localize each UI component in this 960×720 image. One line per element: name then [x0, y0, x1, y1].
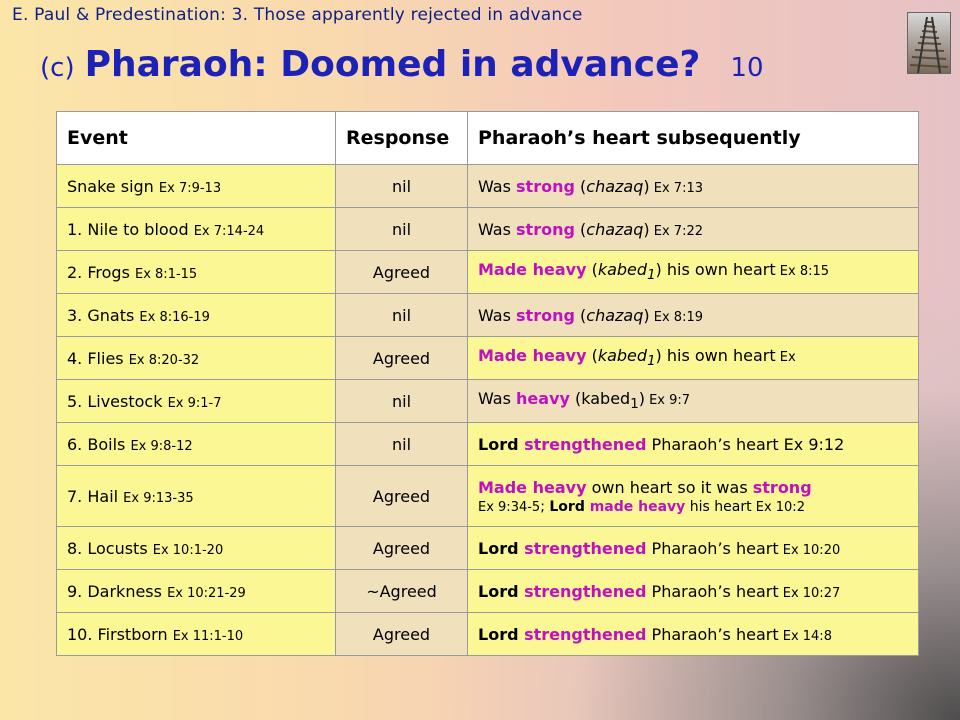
header-heart: Pharaoh’s heart subsequently	[468, 112, 919, 165]
heart-highlight: heavy	[516, 389, 570, 409]
heart-text: Was	[478, 305, 517, 325]
heart-lord: Lord	[549, 498, 590, 515]
heart-cell	[468, 208, 919, 251]
heart-text-2: his heart	[685, 498, 752, 515]
breadcrumb: E. Paul & Predestination: 3. Those apparently rejected in advance	[12, 5, 583, 25]
table-row	[57, 466, 919, 527]
paren-open: (	[569, 389, 582, 409]
heart-text: his own heart	[661, 260, 776, 280]
event-ref: Ex 7:14-24	[193, 223, 265, 239]
event-cell	[57, 423, 336, 466]
heart-highlight: Made heavy	[478, 477, 587, 497]
table-row	[57, 208, 919, 251]
response-cell: nil	[336, 380, 468, 423]
event-name: Snake sign	[67, 176, 154, 196]
heart-text: Was	[478, 219, 517, 239]
subscript: 1	[630, 397, 639, 413]
heart-cell	[468, 294, 919, 337]
paren-close: )	[643, 176, 650, 196]
response-cell: Agreed	[336, 527, 468, 570]
heart-text: Was	[478, 176, 517, 196]
response-cell: Agreed	[336, 613, 468, 656]
response-cell: Agreed	[336, 337, 468, 380]
heart-text: Pharaoh’s heart	[646, 581, 779, 601]
table-row	[57, 527, 919, 570]
heart-highlight-2: strong	[752, 477, 812, 497]
subscript: 1	[647, 354, 656, 370]
heart-ref: Ex 9:7	[644, 393, 691, 409]
hebrew-word: chazaq	[586, 219, 644, 239]
hebrew-word: kabed	[597, 346, 648, 366]
heart-ref-2: Ex 10:2	[751, 499, 805, 515]
heart-cell	[468, 380, 919, 423]
heart-lord: Lord	[478, 581, 525, 601]
table-row	[57, 380, 919, 423]
event-cell	[57, 527, 336, 570]
heart-cell	[468, 466, 919, 527]
heart-ref: Ex	[775, 350, 796, 366]
heart-highlight: strengthened	[524, 624, 647, 644]
separator: ;	[540, 498, 550, 515]
table-header-row	[57, 112, 919, 165]
event-cell	[57, 570, 336, 613]
plagues-table	[56, 111, 919, 656]
heart-ref: Ex 10:20	[778, 542, 841, 558]
heart-ref: Ex 7:22	[649, 223, 703, 239]
heart-highlight-3: made heavy	[589, 498, 686, 515]
heart-cell	[468, 423, 919, 466]
event-cell	[57, 613, 336, 656]
table-row	[57, 423, 919, 466]
heart-highlight: strengthened	[524, 581, 647, 601]
response-cell: nil	[336, 165, 468, 208]
heart-second-line	[478, 499, 908, 515]
event-cell	[57, 294, 336, 337]
hebrew-word: chazaq	[586, 176, 644, 196]
subscript: 1	[647, 268, 656, 284]
heart-text: his own heart	[661, 346, 776, 366]
table-row	[57, 337, 919, 380]
event-cell	[57, 208, 336, 251]
heart-ref: Ex 9:12	[778, 434, 845, 454]
event-cell	[57, 251, 336, 294]
heart-ref: Ex 10:27	[778, 585, 841, 601]
paren-open: (	[574, 219, 587, 239]
heart-text: Pharaoh’s heart	[646, 434, 779, 454]
heart-text: Pharaoh’s heart	[646, 624, 779, 644]
heart-highlight: Made heavy	[478, 260, 587, 280]
heart-highlight: strengthened	[524, 434, 647, 454]
event-name: 5. Livestock	[67, 391, 163, 411]
hebrew-word: kabed	[597, 260, 648, 280]
event-name: 10. Firstborn	[67, 624, 168, 644]
header-event: Event	[57, 112, 336, 165]
event-ref: Ex 9:1-7	[167, 395, 222, 411]
paren-close: )	[643, 219, 650, 239]
heart-cell	[468, 251, 919, 294]
heart-highlight: strengthened	[524, 538, 647, 558]
response-cell: nil	[336, 423, 468, 466]
heart-text: Was	[478, 389, 517, 409]
response-cell: ~Agreed	[336, 570, 468, 613]
page-title	[40, 44, 764, 85]
paren-open: (	[574, 176, 587, 196]
event-cell	[57, 466, 336, 527]
event-ref: Ex 11:1-10	[172, 628, 244, 644]
heart-cell	[468, 165, 919, 208]
table-row	[57, 165, 919, 208]
title-text: Pharaoh: Doomed in advance?	[84, 44, 701, 85]
heart-ref: Ex 8:19	[649, 309, 703, 325]
event-name: 7. Hail	[67, 486, 119, 506]
heart-lord: Lord	[478, 624, 525, 644]
heart-ref: Ex 8:15	[775, 264, 830, 280]
event-name: 8. Locusts	[67, 538, 148, 558]
paren-close: )	[655, 346, 662, 366]
response-cell: nil	[336, 294, 468, 337]
paren-open: (	[586, 346, 598, 366]
event-cell	[57, 380, 336, 423]
heart-cell	[468, 337, 919, 380]
event-name: 2. Frogs	[67, 262, 130, 282]
paren-close: )	[643, 305, 650, 325]
heart-cell	[468, 570, 919, 613]
heart-ref: Ex 9:34-5	[478, 499, 541, 515]
heart-highlight: strong	[516, 305, 575, 325]
slide-number: 10	[730, 53, 764, 83]
response-cell: Agreed	[336, 251, 468, 294]
heart-cell	[468, 527, 919, 570]
response-cell: nil	[336, 208, 468, 251]
event-ref: Ex 8:1-15	[135, 266, 198, 282]
event-cell	[57, 165, 336, 208]
event-name: 4. Flies	[67, 348, 124, 368]
heart-highlight: Made heavy	[478, 346, 587, 366]
heart-text: Pharaoh’s heart	[646, 538, 779, 558]
header-response: Response	[336, 112, 468, 165]
event-name: 6. Boils	[67, 434, 126, 454]
event-ref: Ex 10:21-29	[167, 585, 246, 601]
heart-highlight: strong	[516, 176, 575, 196]
title-prefix: (c)	[40, 53, 75, 83]
heart-highlight: strong	[516, 219, 575, 239]
paren-close: )	[638, 389, 645, 409]
event-name: 3. Gnats	[67, 305, 135, 325]
hebrew-word: kabed	[581, 389, 631, 409]
event-ref: Ex 8:16-19	[139, 309, 210, 325]
event-ref: Ex 9:13-35	[123, 490, 194, 506]
heart-cell	[468, 613, 919, 656]
paren-open: (	[586, 260, 598, 280]
heart-lord: Lord	[478, 434, 525, 454]
event-name: 1. Nile to blood	[67, 219, 189, 239]
hebrew-word: chazaq	[586, 305, 644, 325]
event-name: 9. Darkness	[67, 581, 162, 601]
response-cell: Agreed	[336, 466, 468, 527]
paren-close: )	[655, 260, 662, 280]
paren-open: (	[574, 305, 587, 325]
table-row	[57, 570, 919, 613]
table-row	[57, 294, 919, 337]
railway-tracks-image	[907, 12, 951, 74]
event-ref: Ex 8:20-32	[128, 352, 200, 368]
heart-text: own heart so it was	[586, 477, 753, 497]
heart-ref: Ex 14:8	[778, 628, 832, 644]
table-row	[57, 251, 919, 294]
heart-ref: Ex 7:13	[649, 180, 703, 196]
event-ref: Ex 7:9-13	[158, 180, 222, 196]
table-row	[57, 613, 919, 656]
event-ref: Ex 10:1-20	[152, 542, 224, 558]
event-ref: Ex 9:8-12	[130, 438, 193, 454]
heart-lord: Lord	[478, 538, 525, 558]
event-cell	[57, 337, 336, 380]
